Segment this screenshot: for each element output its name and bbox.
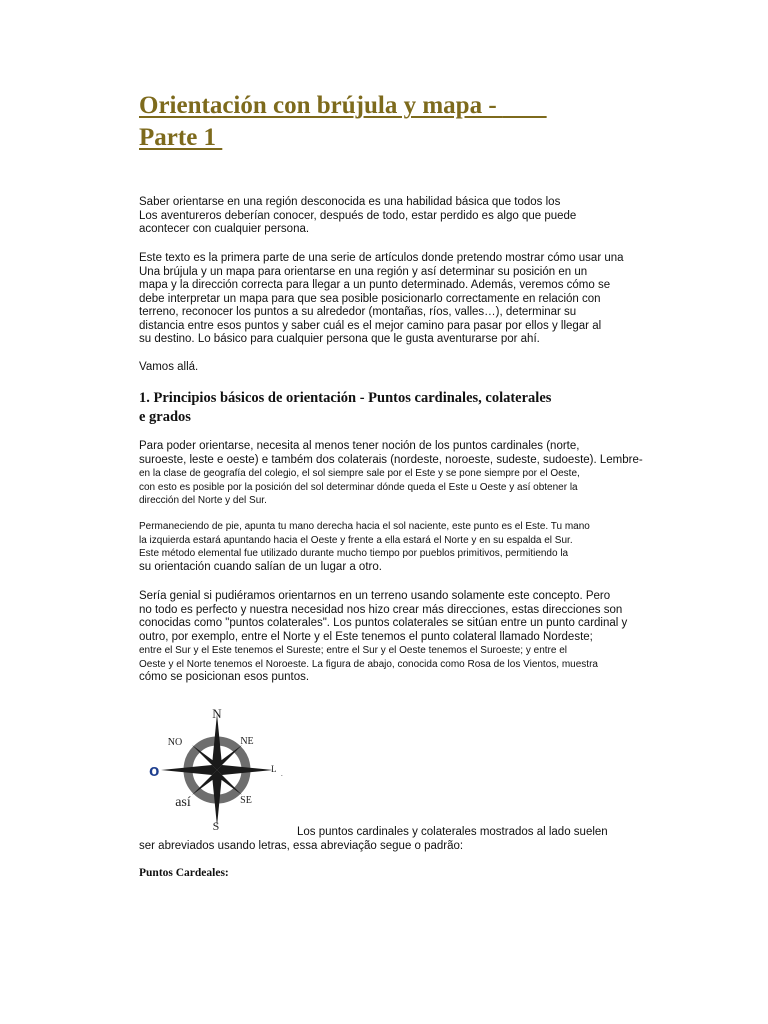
paragraph-cardinals xyxy=(139,440,643,508)
page-title xyxy=(139,90,609,154)
text-line: Oeste y el Norte tenemos el Noroeste. La figura de abajo, conocida como Rosa de los Vientos, muestra xyxy=(139,658,598,670)
caption-line: Los puntos cardinales y colaterales mostrados al lado suelen xyxy=(297,826,608,838)
text-line: con esto es posible por la posición del sol determinar dónde queda el Este u Oeste y así obtener la xyxy=(139,481,578,493)
text-line: entre el Sur y el Este tenemos el Sureste; entre el Sur y el Oeste tenemos el Suroeste; y entre el xyxy=(139,645,567,656)
text-line: dirección del Norte y del Sur. xyxy=(139,495,267,506)
text-line: Saber orientarse en una región desconocida es una habilidad básica que todos los xyxy=(139,196,561,208)
text-line: Una brújula y un mapa para orientarse en una región y así determinar su posición en un xyxy=(139,265,588,278)
text-line: Este método elemental fue utilizado durante mucho tiempo por pueblos primitivos, permitiendo la xyxy=(139,548,569,559)
paragraph-series xyxy=(139,252,639,347)
compass-label-se: SE xyxy=(240,795,252,806)
caption-line: ser abreviados usando letras, essa abreviação segue o padrão: xyxy=(139,840,464,852)
text-line: terreno, reconocer los puntos a su alrededor (montañas, ríos, valles…), determinar su xyxy=(139,306,577,318)
text-line: conocidas como "puntos colaterales". Los puntos colaterales se sitúan entre un punto cardinal y xyxy=(139,617,628,629)
text-line: acontecer con cualquier persona. xyxy=(139,223,310,235)
section-heading xyxy=(139,389,639,427)
compass-label-s: S xyxy=(212,819,220,833)
heading-line: 1. Principios básicos de orientación - Puntos cardinales, colaterales xyxy=(139,390,552,406)
compass-label-dot: . xyxy=(281,770,283,778)
compass-label-o: o xyxy=(149,761,160,780)
paragraph-intro xyxy=(139,196,639,237)
paragraph-vamos xyxy=(139,361,639,375)
text-line: en la clase de geografía del colegio, el sol siempre sale por el Este y se pone siempre por el Oeste, xyxy=(139,468,580,479)
text-line: no todo es perfecto y nuestra necesidad nos hizo crear más direcciones, estas direcciones son xyxy=(139,603,623,616)
text-line: Permaneciendo de pie, apunta tu mano derecha hacia el sol naciente, este punto es el Este. Tu mano xyxy=(139,521,590,532)
compass-caption xyxy=(139,825,639,853)
heading-line: e grados xyxy=(139,409,191,425)
text-line: debe interpretar un mapa para que sea posible posicionarlo correctamente en relación con xyxy=(139,292,601,305)
compass-label-l: L xyxy=(271,764,277,774)
text-line: su orientación cuando salían de un lugar a otro. xyxy=(139,560,382,573)
paragraph-sun xyxy=(139,520,639,574)
title-line-2: Parte 1 xyxy=(139,124,223,151)
compass-label-no: NO xyxy=(167,737,183,748)
text-line: la izquierda estará apuntando hacia el Oeste y frente a ella estará el Norte y en su espalda el Sur. xyxy=(139,534,573,546)
title-line-1: Orientación con brújula y mapa - xyxy=(139,92,503,119)
text-line: outro, por exemplo, entre el Norte y el Este tenemos el punto colateral llamado Nordeste; xyxy=(139,630,593,643)
compass-label-n: N xyxy=(212,706,222,721)
subheading-puntos-cardeales: Puntos Cardeales: xyxy=(139,867,229,879)
compass-rose-image xyxy=(139,698,295,838)
text-line: Vamos allá. xyxy=(139,361,199,373)
text-line: Sería genial si pudiéramos orientarnos en un terreno usando solamente este concepto. Pero xyxy=(139,590,611,602)
compass-label-ne: NE xyxy=(240,736,254,747)
text-line: suroeste, leste e oeste) e também dos colaterais (nordeste, noroeste, sudeste, sudoeste). Lembre- xyxy=(139,453,643,466)
text-line: Los aventureros deberían conocer, después de todo, estar perdido es algo que puede xyxy=(139,209,577,222)
text-line: Este texto es la primera parte de una serie de artículos donde pretendo mostrar cómo usar una xyxy=(139,252,624,264)
text-line: cómo se posicionan esos puntos. xyxy=(139,671,310,683)
compass-label-asi: así xyxy=(175,795,191,810)
text-line: mapa y la dirección correcta para llegar a un punto determinado. Además, veremos cómo se xyxy=(139,279,611,291)
paragraph-collaterals xyxy=(139,590,639,685)
text-line: su destino. Lo básico para cualquier persona que le gusta aventurarse por ahí. xyxy=(139,333,540,345)
text-line: Para poder orientarse, necesita al menos tener noción de los puntos cardinales (norte, xyxy=(139,440,580,452)
text-line: distancia entre esos puntos y saber cuál es el mejor camino para pasar por ellos y llegar al xyxy=(139,319,602,332)
